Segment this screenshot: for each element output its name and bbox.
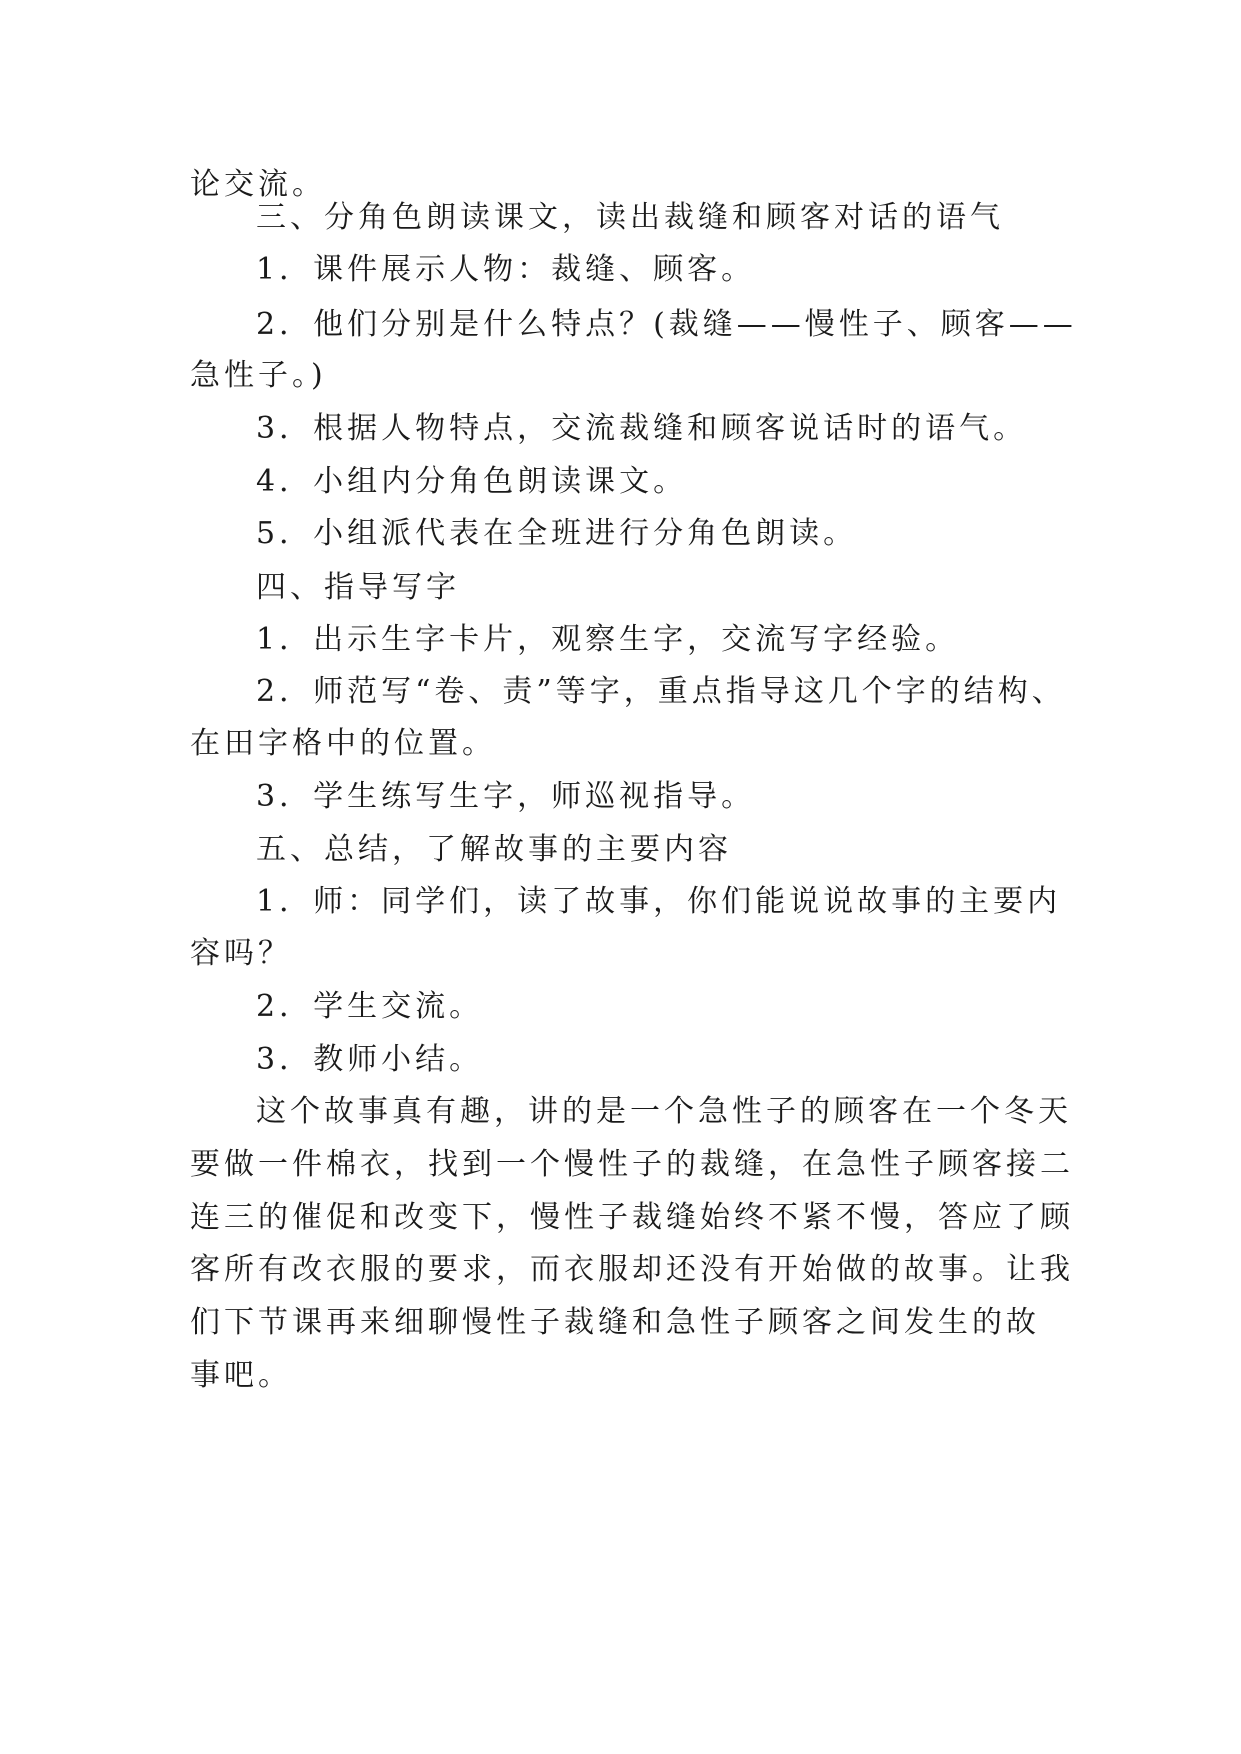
paragraph-line: 客所有改衣服的要求，而衣服却还没有开始做的故事。让我 bbox=[190, 1252, 1074, 1287]
list-item: 1．师：同学们，读了故事，你们能说说故事的主要内 bbox=[256, 884, 1062, 919]
text-line: 容吗？ bbox=[190, 936, 292, 971]
list-item: 2．师范写“卷、责”等字，重点指导这几个字的结构、 bbox=[256, 674, 1066, 709]
section-heading: 四、指导写字 bbox=[256, 570, 460, 605]
section-heading: 三、分角色朗读课文，读出裁缝和顾客对话的语气 bbox=[256, 200, 1004, 235]
list-item: 3．教师小结。 bbox=[256, 1042, 484, 1077]
paragraph-line: 这个故事真有趣，讲的是一个急性子的顾客在一个冬天 bbox=[256, 1094, 1072, 1129]
list-item: 3．根据人物特点，交流裁缝和顾客说话时的语气。 bbox=[256, 411, 1028, 446]
list-item: 2．学生交流。 bbox=[256, 989, 484, 1024]
paragraph-line: 要做一件棉衣，找到一个慢性子的裁缝，在急性子顾客接二 bbox=[190, 1147, 1074, 1182]
paragraph-line: 连三的催促和改变下，慢性子裁缝始终不紧不慢，答应了顾 bbox=[190, 1200, 1074, 1235]
section-heading: 五、总结，了解故事的主要内容 bbox=[256, 832, 732, 867]
text-line: 论交流。 bbox=[190, 167, 326, 202]
text-line: 在田字格中的位置。 bbox=[190, 726, 496, 761]
list-item: 3．学生练写生字，师巡视指导。 bbox=[256, 779, 756, 814]
text-line: 急性子。) bbox=[190, 358, 327, 393]
list-item: 1．出示生字卡片，观察生字，交流写字经验。 bbox=[256, 622, 960, 657]
list-item: 2．他们分别是什么特点？(裁缝——慢性子、顾客—— bbox=[256, 307, 1077, 342]
paragraph-line: 们下节课再来细聊慢性子裁缝和急性子顾客之间发生的故 bbox=[190, 1305, 1040, 1340]
list-item: 4．小组内分角色朗读课文。 bbox=[256, 464, 688, 499]
list-item: 5．小组派代表在全班进行分角色朗读。 bbox=[256, 516, 858, 551]
list-item: 1．课件展示人物：裁缝、顾客。 bbox=[256, 252, 756, 287]
paragraph-line: 事吧。 bbox=[190, 1358, 292, 1393]
